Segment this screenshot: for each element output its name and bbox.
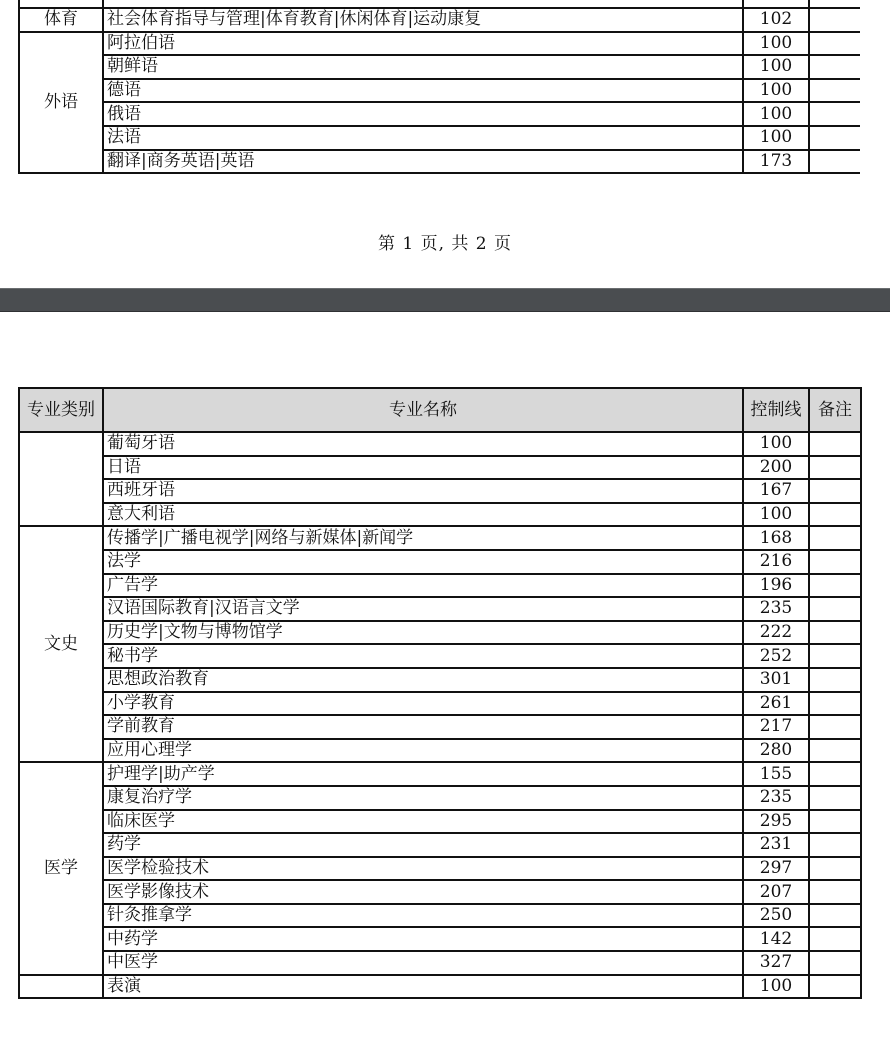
note-cell bbox=[809, 479, 861, 503]
major-name-cell: 葡萄牙语 bbox=[103, 432, 743, 456]
table-row bbox=[19, 102, 860, 126]
table-header-row bbox=[19, 388, 861, 432]
page-number: 第 1 页, 共 2 页 bbox=[377, 234, 513, 254]
control-line-cell: 100 bbox=[743, 503, 809, 527]
category-cell: 体育 bbox=[19, 8, 103, 32]
table-row bbox=[19, 550, 861, 574]
note-cell bbox=[809, 951, 861, 975]
note-cell bbox=[809, 597, 861, 621]
major-name-cell: 历史学|文物与博物馆学 bbox=[103, 621, 743, 645]
table-row bbox=[19, 8, 860, 32]
control-line-cell: 100 bbox=[743, 432, 809, 456]
note-cell bbox=[809, 644, 861, 668]
control-line-cell: 100 bbox=[743, 126, 809, 150]
major-name-cell: 学前教育 bbox=[103, 715, 743, 739]
major-name-cell: 法学 bbox=[103, 550, 743, 574]
major-name-cell: 应用心理学 bbox=[103, 739, 743, 763]
control-line-cell: 173 bbox=[743, 150, 809, 174]
note-cell bbox=[809, 126, 860, 150]
page1-table bbox=[18, 0, 860, 174]
control-line-cell: 216 bbox=[743, 550, 809, 574]
major-name-cell: 针灸推拿学 bbox=[103, 904, 743, 928]
note-cell bbox=[809, 692, 861, 716]
major-name-cell: 小学教育 bbox=[103, 692, 743, 716]
major-name-cell: 德语 bbox=[103, 79, 743, 103]
note-cell bbox=[809, 786, 861, 810]
control-line-cell: 235 bbox=[743, 786, 809, 810]
note-cell bbox=[809, 456, 861, 480]
table-row bbox=[19, 880, 861, 904]
control-line-cell: 142 bbox=[743, 927, 809, 951]
control-line-cell: 280 bbox=[743, 739, 809, 763]
control-line-cell: 295 bbox=[743, 810, 809, 834]
note-cell bbox=[809, 857, 861, 881]
control-line-cell: 250 bbox=[743, 904, 809, 928]
table-row bbox=[19, 975, 861, 999]
note-cell bbox=[809, 432, 861, 456]
category-cell bbox=[19, 432, 103, 526]
table-row bbox=[19, 810, 861, 834]
note-cell bbox=[809, 739, 861, 763]
major-name-cell: 医学影像技术 bbox=[103, 880, 743, 904]
major-name-cell: 护理学|助产学 bbox=[103, 762, 743, 786]
table-row bbox=[19, 833, 861, 857]
control-line-cell: 207 bbox=[743, 880, 809, 904]
category-cell: 医学 bbox=[19, 762, 103, 974]
table-row bbox=[19, 597, 861, 621]
control-line-cell: 235 bbox=[743, 597, 809, 621]
page2-table-body bbox=[19, 432, 861, 998]
category-cell: 文史 bbox=[19, 526, 103, 762]
table-row bbox=[19, 762, 861, 786]
note-cell bbox=[809, 55, 860, 79]
control-line-cell: 102 bbox=[743, 8, 809, 32]
control-line-cell: 301 bbox=[743, 668, 809, 692]
table-row bbox=[19, 668, 861, 692]
table-row bbox=[19, 621, 861, 645]
control-line-cell: 100 bbox=[743, 79, 809, 103]
major-name-cell: 广告学 bbox=[103, 574, 743, 598]
note-cell bbox=[809, 668, 861, 692]
note-cell bbox=[809, 621, 861, 645]
note-cell bbox=[809, 975, 861, 999]
category-cell bbox=[19, 975, 103, 999]
page2-table bbox=[18, 387, 862, 999]
header-major-name: 专业名称 bbox=[103, 388, 743, 432]
note-cell bbox=[809, 150, 860, 174]
major-name-cell: 日语 bbox=[103, 456, 743, 480]
control-line-cell: 100 bbox=[743, 102, 809, 126]
note-cell bbox=[809, 880, 861, 904]
major-name-cell: 临床医学 bbox=[103, 810, 743, 834]
control-line-cell: 261 bbox=[743, 692, 809, 716]
major-name-cell: 中药学 bbox=[103, 927, 743, 951]
major-name-cell: 西班牙语 bbox=[103, 479, 743, 503]
pdf-page-1 bbox=[0, 0, 890, 288]
table-row bbox=[19, 456, 861, 480]
control-line-cell: 222 bbox=[743, 621, 809, 645]
table-row bbox=[19, 951, 861, 975]
control-line-cell: 100 bbox=[743, 55, 809, 79]
table-row bbox=[19, 0, 860, 8]
note-cell bbox=[809, 550, 861, 574]
major-name-cell: 表演 bbox=[103, 975, 743, 999]
table-row bbox=[19, 574, 861, 598]
table-row bbox=[19, 432, 861, 456]
major-name-cell: 法语 bbox=[103, 126, 743, 150]
page1-table-clip bbox=[18, 0, 860, 184]
major-name-cell: 意大利语 bbox=[103, 503, 743, 527]
major-name-cell: 中医学 bbox=[103, 951, 743, 975]
note-cell bbox=[809, 833, 861, 857]
table-row bbox=[19, 479, 861, 503]
control-line-cell: 217 bbox=[743, 715, 809, 739]
table-row bbox=[19, 79, 860, 103]
control-line-cell: 327 bbox=[743, 951, 809, 975]
header-category: 专业类别 bbox=[19, 388, 103, 432]
control-line-cell: 155 bbox=[743, 762, 809, 786]
major-name-cell: 汉语国际教育|汉语言文学 bbox=[103, 597, 743, 621]
table-row bbox=[19, 857, 861, 881]
table-row bbox=[19, 503, 861, 527]
note-cell bbox=[809, 79, 860, 103]
control-line-cell: 100 bbox=[743, 32, 809, 56]
control-line-cell: 297 bbox=[743, 857, 809, 881]
note-cell bbox=[809, 927, 861, 951]
control-line-cell: 168 bbox=[743, 526, 809, 550]
control-line-cell: 200 bbox=[743, 456, 809, 480]
major-name-cell: 思想政治教育 bbox=[103, 668, 743, 692]
note-cell bbox=[809, 762, 861, 786]
note-cell bbox=[809, 810, 861, 834]
header-note: 备注 bbox=[809, 388, 861, 432]
major-name-cell: 医学检验技术 bbox=[103, 857, 743, 881]
control-line-cell: 167 bbox=[743, 479, 809, 503]
table-row bbox=[19, 739, 861, 763]
note-cell bbox=[809, 904, 861, 928]
major-name-cell: 康复治疗学 bbox=[103, 786, 743, 810]
major-name-cell: 传播学|广播电视学|网络与新媒体|新闻学 bbox=[103, 526, 743, 550]
note-cell bbox=[809, 715, 861, 739]
major-name-cell: 秘书学 bbox=[103, 644, 743, 668]
major-name-cell: 朝鲜语 bbox=[103, 55, 743, 79]
table-row bbox=[19, 126, 860, 150]
control-line-cell: 100 bbox=[743, 975, 809, 999]
table-row bbox=[19, 786, 861, 810]
note-cell bbox=[809, 574, 861, 598]
control-line-cell: 252 bbox=[743, 644, 809, 668]
page-separator bbox=[0, 288, 890, 312]
table-row bbox=[19, 644, 861, 668]
header-control-line: 控制线 bbox=[743, 388, 809, 432]
table-row bbox=[19, 715, 861, 739]
control-line-cell: 231 bbox=[743, 833, 809, 857]
pdf-page-2 bbox=[0, 312, 890, 1047]
major-name-cell: 药学 bbox=[103, 833, 743, 857]
note-cell bbox=[809, 8, 860, 32]
major-name-cell: 翻译|商务英语|英语 bbox=[103, 150, 743, 174]
major-name-cell: 俄语 bbox=[103, 102, 743, 126]
major-name-cell: 社会体育指导与管理|体育教育|休闲体育|运动康复 bbox=[103, 8, 743, 32]
table-row bbox=[19, 150, 860, 174]
note-cell bbox=[809, 526, 861, 550]
control-line-cell: 196 bbox=[743, 574, 809, 598]
category-cell: 外语 bbox=[19, 32, 103, 174]
table-row bbox=[19, 32, 860, 56]
table-row bbox=[19, 692, 861, 716]
table-row bbox=[19, 904, 861, 928]
note-cell bbox=[809, 503, 861, 527]
table-row bbox=[19, 927, 861, 951]
note-cell bbox=[809, 102, 860, 126]
table-row bbox=[19, 55, 860, 79]
major-name-cell: 阿拉伯语 bbox=[103, 32, 743, 56]
table-row bbox=[19, 526, 861, 550]
note-cell bbox=[809, 32, 860, 56]
